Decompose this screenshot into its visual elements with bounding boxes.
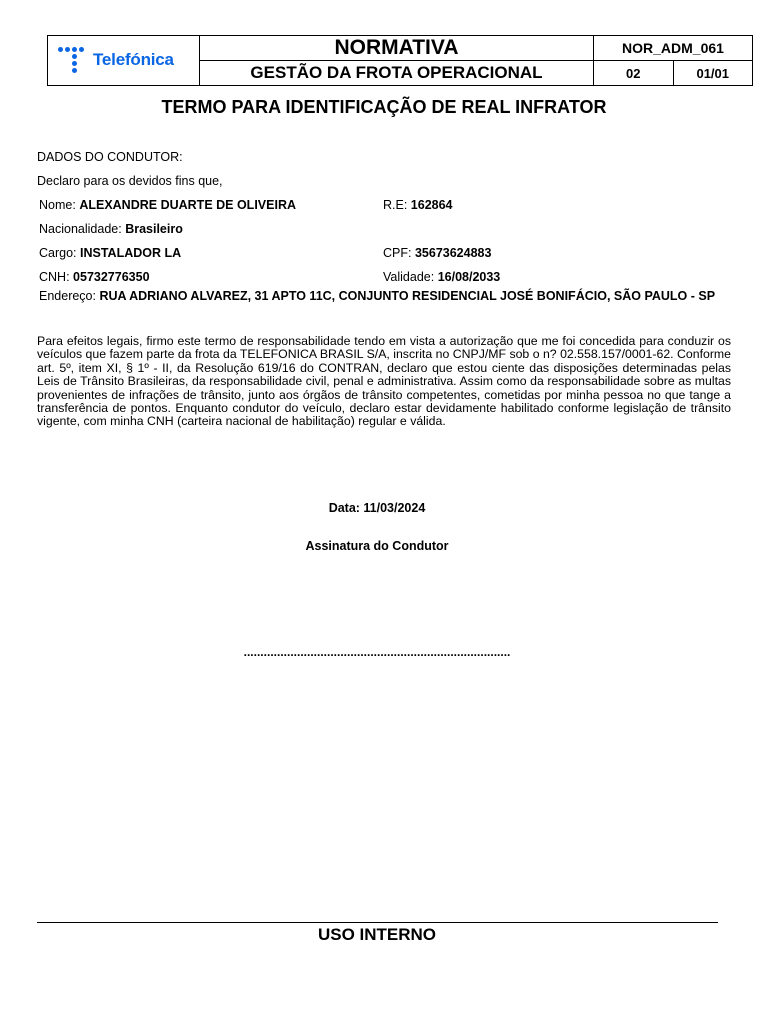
intro-text: Declaro para os devidos fins que, bbox=[37, 174, 223, 188]
field-name-label: Nome: bbox=[39, 198, 76, 212]
field-re-value: 162864 bbox=[410, 198, 453, 212]
field-address bbox=[39, 289, 739, 303]
field-cnh-label: CNH: bbox=[39, 270, 70, 284]
field-validity bbox=[383, 270, 500, 284]
header-subtitle: GESTÃO DA FROTA OPERACIONAL bbox=[200, 61, 594, 86]
field-cpf bbox=[383, 246, 491, 260]
logo-dot-icon bbox=[72, 54, 77, 59]
section-label: DADOS DO CONDUTOR: bbox=[37, 150, 183, 164]
field-name bbox=[39, 198, 296, 212]
field-re-label: R.E: bbox=[383, 198, 408, 212]
field-validity-value: 16/08/2033 bbox=[437, 270, 501, 284]
field-cnh-value: 05732776350 bbox=[73, 270, 150, 284]
header-title: NORMATIVA bbox=[200, 36, 594, 61]
document-code: NOR_ADM_061 bbox=[594, 36, 753, 61]
footer-divider bbox=[37, 922, 718, 923]
responsibility-paragraph: Para efeitos legais, firmo este termo de responsabilidade tendo em vista a autorização que me foi concedida para conduzir os veículos que fazem parte da frota da TELEFONICA BRASIL S/A, inscrita no CNPJ/MF sob o n? 02.558.157/0001-62. Conforme art. 5º, item XI, § 1º - II, da Resolução 619/16 do CONTRAN, declaro que estou ciente das disposições determinadas pelas Leis de Trânsito Brasileiras, da responsabilidade civil, penal e administrativa. Assim como da responsabilidade sobre as multas provenientes de infrações de trânsito, junto aos órgãos de trânsito competentes, cometidas por minha pessoa no que tange a transferência de pontos. Enquanto condutor do veículo, declaro estar devidamente habilitado conforme legislação de trânsito vigente, com minha CNH (carteira nacional de habilitação) regular e válida. bbox=[37, 334, 731, 429]
field-role bbox=[39, 246, 181, 260]
field-name-value: ALEXANDRE DUARTE DE OLIVEIRA bbox=[79, 198, 296, 212]
document-title: TERMO PARA IDENTIFICAÇÃO DE REAL INFRATOR bbox=[161, 97, 607, 117]
field-cnh bbox=[39, 270, 150, 284]
logo-dot-icon bbox=[79, 47, 84, 52]
internal-use-label: USO INTERNO bbox=[317, 925, 437, 944]
field-nationality-value: Brasileiro bbox=[125, 222, 183, 236]
field-nationality-label: Nacionalidade: bbox=[39, 222, 122, 236]
logo-dot-icon bbox=[65, 47, 70, 52]
signature-label: Assinatura do Condutor bbox=[305, 539, 449, 553]
date-label: Data: 11/03/2024 bbox=[328, 501, 426, 515]
field-role-label: Cargo: bbox=[39, 246, 77, 260]
logo-cell bbox=[48, 36, 200, 86]
logo-dot-icon bbox=[72, 61, 77, 66]
field-role-value: INSTALADOR LA bbox=[80, 246, 182, 260]
document-version: 02 bbox=[594, 61, 674, 86]
field-address-label: Endereço: bbox=[39, 289, 96, 303]
field-nationality bbox=[39, 222, 183, 236]
field-address-value: RUA ADRIANO ALVAREZ, 31 APTO 11C, CONJUNTO RESIDENCIAL JOSÉ BONIFÁCIO, SÃO PAULO - SP bbox=[99, 289, 716, 303]
logo-dot-icon bbox=[72, 47, 77, 52]
telefonica-logo bbox=[56, 45, 196, 77]
field-cpf-value: 35673624883 bbox=[414, 246, 492, 260]
document-header bbox=[47, 35, 753, 86]
document-page: 01/01 bbox=[673, 61, 753, 86]
logo-text: Telefónica bbox=[93, 50, 174, 69]
field-validity-label: Validade: bbox=[383, 270, 435, 284]
field-re bbox=[383, 198, 453, 212]
logo-dot-icon bbox=[72, 68, 77, 73]
signature-line: ................................................................................ bbox=[243, 645, 511, 659]
field-cpf-label: CPF: bbox=[383, 246, 412, 260]
logo-dot-icon bbox=[58, 47, 63, 52]
